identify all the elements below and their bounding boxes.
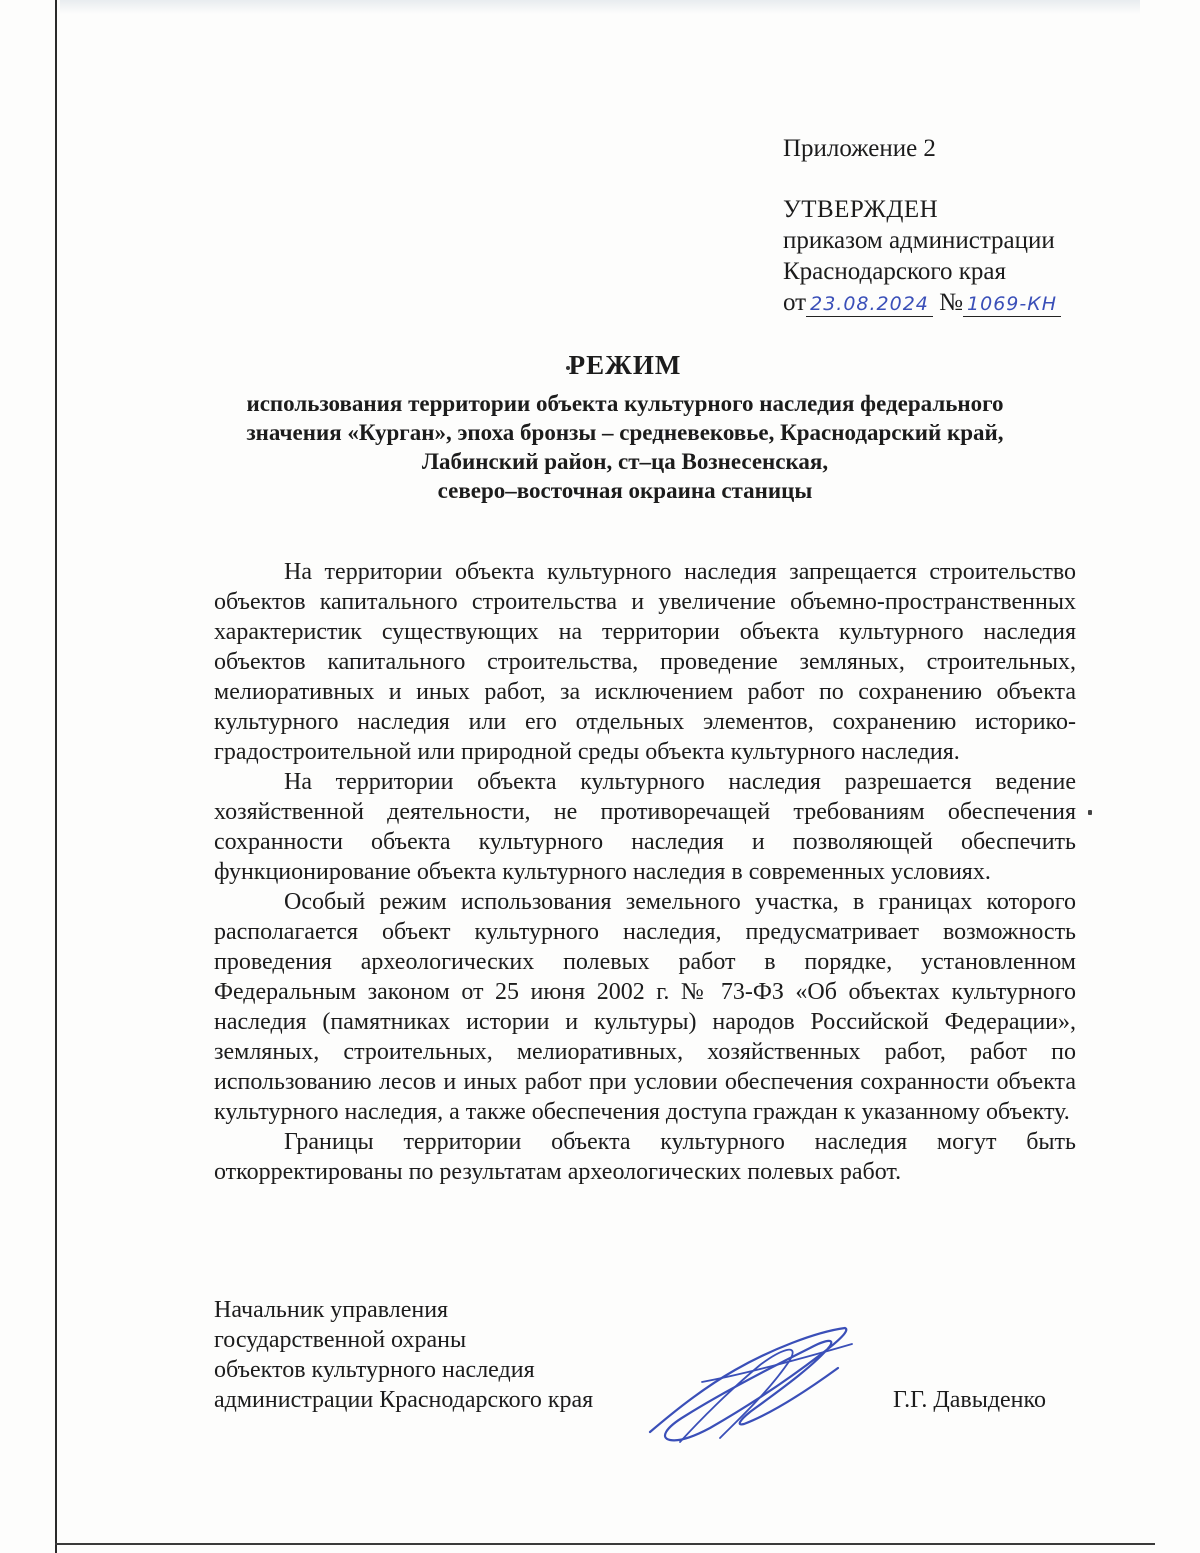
position-line-2: государственной охраны bbox=[214, 1327, 467, 1353]
date-field bbox=[806, 291, 933, 317]
approval-block bbox=[783, 133, 1061, 318]
document-title-block bbox=[200, 350, 1050, 505]
body-paragraph-3: Особый режим использования земельного участка, в границах которого располагается объект культурного наследия, предусматривает возможность проведения археологических полевых работ в порядке, установленном Федеральным законом от 25 июня 2002 г. № 73-ФЗ «Об объектах культурного наследия (памятниках истории и культуры) народов Российской Федерации», земляных, строительных, мелиоративных, хозяйственных работ, работ по использованию лесов и иных работ при условии обеспечения сохранности объекта культурного наследия, а также обеспечения доступа граждан к указанному объекту. bbox=[214, 889, 1076, 1125]
handwritten-date: 23.08.2024 bbox=[810, 293, 929, 315]
order-date-number-line bbox=[783, 287, 1061, 318]
document-subtitle-line-4: северо–восточная окраина станицы bbox=[437, 478, 813, 503]
approved-stamp-text: УТВЕРЖДЕН bbox=[783, 196, 939, 223]
body-paragraph-2: На территории объекта культурного наследия разрешается ведение хозяйственной деятельности, не противоречащей требованиям обеспечения сохранности объекта культурного наследия и позволяющей обеспечить функционирование объекта культурного наследия в современных условиях. bbox=[214, 769, 1076, 885]
scan-mark bbox=[1088, 810, 1092, 815]
number-prefix: № bbox=[939, 289, 964, 316]
document-title: РЕЖИМ bbox=[568, 350, 682, 380]
handwritten-number: 1069-КН bbox=[967, 293, 1058, 315]
document-subtitle-line-3: Лабинский район, ст–ца Вознесенская, bbox=[421, 449, 829, 474]
signatory-name: Г.Г. Давыденко bbox=[893, 1387, 1046, 1413]
order-line-1: приказом администрации bbox=[783, 227, 1055, 254]
position-line-4: администрации Краснодарского края bbox=[214, 1387, 594, 1413]
order-line-2: Краснодарского края bbox=[783, 258, 1006, 285]
handwritten-signature bbox=[640, 1320, 860, 1450]
scan-edge-left bbox=[55, 0, 57, 1553]
signatory-position bbox=[214, 1295, 593, 1415]
number-field bbox=[963, 291, 1061, 317]
body-paragraph-1: На территории объекта культурного наследия запрещается строительство объектов капитального строительства и увеличение объемно-пространственных характеристик существующих на территории объекта культурного наследия объектов капитального строительства, проведение земляных, строительных, мелиоративных и иных работ, за исключением работ по сохранению объекта культурного наследия или его отдельных элементов, сохранению историко-градостроительной или природной среды объекта культурного наследия. bbox=[214, 559, 1076, 765]
annex-label: Приложение 2 bbox=[783, 135, 936, 162]
scan-edge-top bbox=[60, 0, 1140, 14]
position-line-3: объектов культурного наследия bbox=[214, 1357, 535, 1383]
document-body bbox=[214, 557, 1076, 1187]
body-paragraph-4: Границы территории объекта культурного наследия могут быть откорректированы по результатам археологических полевых работ. bbox=[214, 1129, 1076, 1185]
position-line-1: Начальник управления bbox=[214, 1297, 449, 1323]
document-subtitle-line-1: использования территории объекта культурного наследия федерального bbox=[246, 391, 1004, 416]
date-prefix: от bbox=[783, 289, 807, 316]
scan-edge-bottom bbox=[55, 1543, 1155, 1545]
document-subtitle-line-2: значения «Курган», эпоха бронзы – средневековье, Краснодарский край, bbox=[246, 420, 1004, 445]
